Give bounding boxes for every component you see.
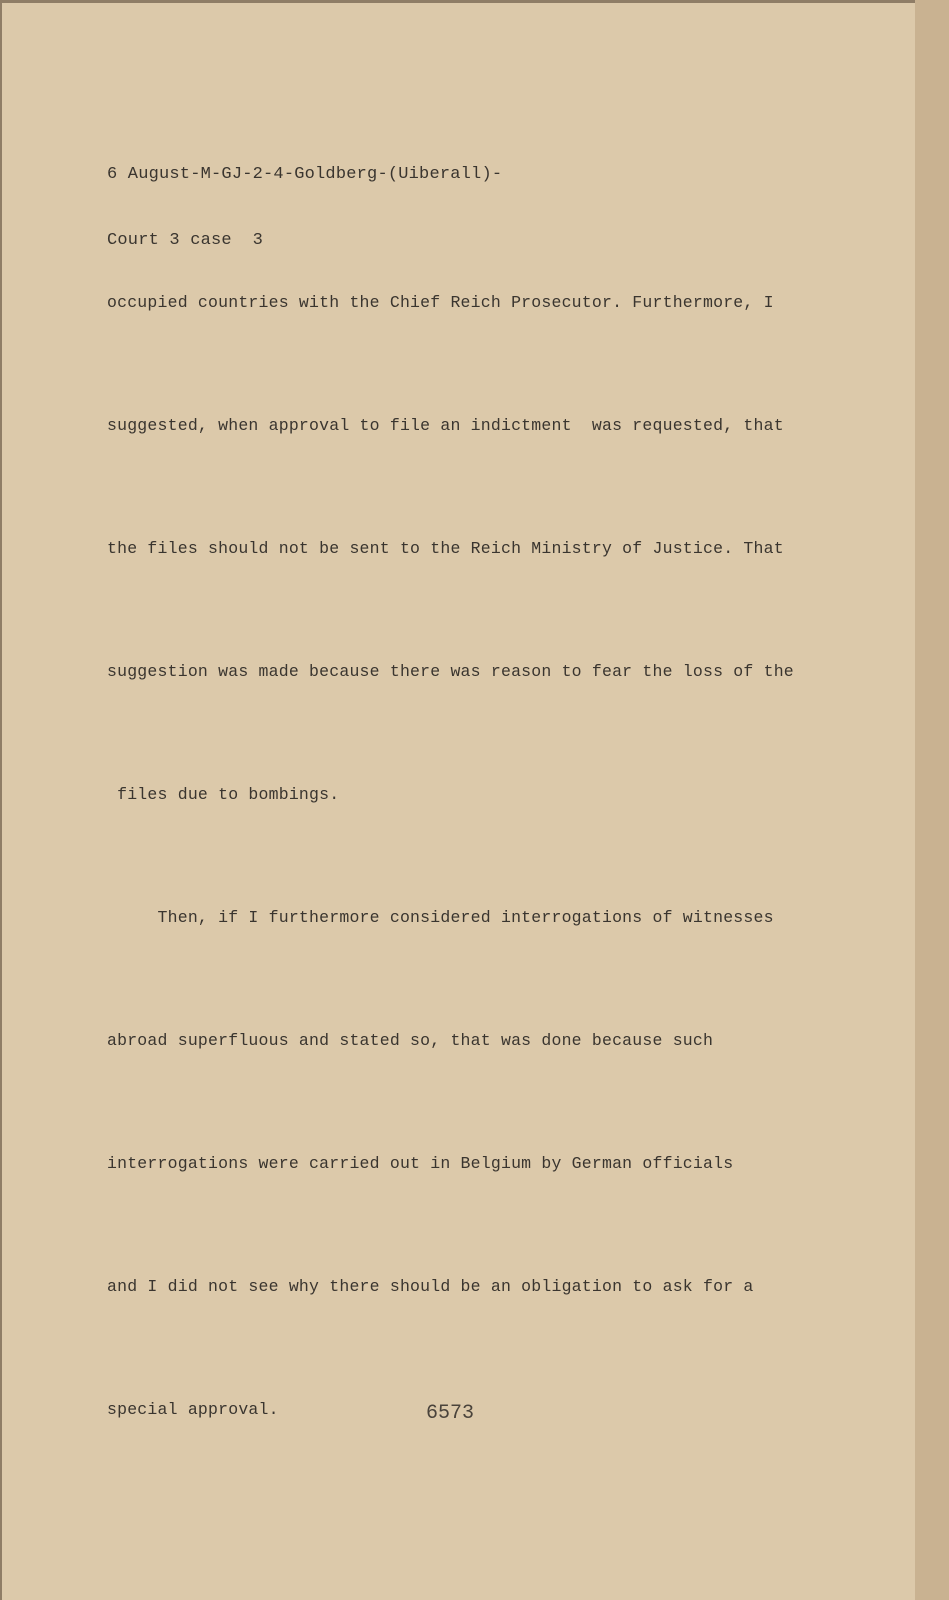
body-line-1: occupied countries with the Chief Reich Prosecutor. Furthermore, I — [107, 293, 774, 312]
body-line-6: Then, if I furthermore considered interrogations of witnesses — [107, 908, 774, 927]
header-line-1: 6 August-M-GJ-2-4-Goldberg-(Uiberall)- — [107, 165, 503, 184]
body-text — [107, 200, 827, 1512]
page-left-edge — [0, 0, 2, 1600]
body-line-8: interrogations were carried out in Belgium by German officials — [107, 1154, 734, 1173]
body-line-5: files due to bombings. — [107, 785, 340, 804]
page-top-edge — [0, 0, 949, 3]
body-line-7: abroad superfluous and stated so, that was done because such — [107, 1031, 714, 1050]
body-line-4: suggestion was made because there was reason to fear the loss of the — [107, 662, 794, 681]
body-line-9: and I did not see why there should be an obligation to ask for a — [107, 1277, 754, 1296]
page-right-edge — [915, 0, 949, 1600]
page-number: 6573 — [425, 1402, 474, 1425]
body-line-2: suggested, when approval to file an indictment was requested, that — [107, 416, 784, 435]
body-line-10: special approval. — [107, 1400, 279, 1419]
body-line-3: the files should not be sent to the Reich Ministry of Justice. That — [107, 539, 784, 558]
header-line-2: Court 3 case 3 — [107, 231, 264, 250]
